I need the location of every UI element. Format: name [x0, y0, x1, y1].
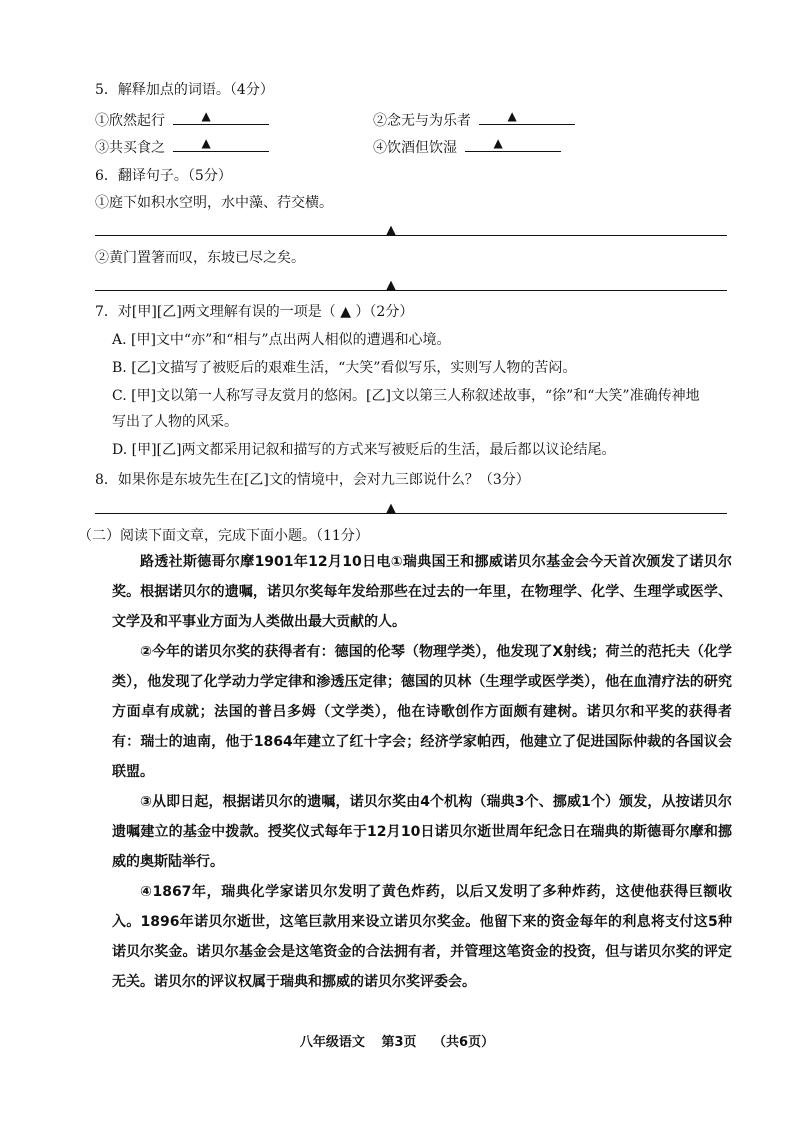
- q5-item-1: [95, 110, 269, 131]
- q5-answer-blank-3[interactable]: [173, 137, 269, 152]
- q7-option-c[interactable]: C. [甲]文以第一人称写寻友赏月的悠闲。[乙]文以第三人称叙述故事，“徐”和“大笑”准确传神地: [112, 388, 700, 404]
- q5-item-3-label: ③共买食之: [95, 140, 165, 156]
- q5-item-4-label: ④饮酒但饮湿: [373, 140, 457, 156]
- answer-marker-icon: ▲: [507, 109, 517, 123]
- article-dateline: 路透社斯德哥尔摩1901年12月10日电: [140, 554, 391, 570]
- q5-answer-blank-2[interactable]: [479, 110, 575, 125]
- q6-sentence-1: ①庭下如积水空明，水中藻、荇交横。: [95, 195, 333, 211]
- q5-item-2-label: ②念无与为乐者: [373, 113, 471, 129]
- q7-title: 7．对[甲][乙]两文理解有误的一项是（ ▲ ）（2分）: [95, 304, 414, 320]
- footer-subject: 八年级语文: [299, 1035, 365, 1050]
- footer-total-pages: （共6页）: [433, 1035, 495, 1050]
- q6-sentence-2: ②黄门置箸而叹，东坡已尽之矣。: [95, 250, 305, 266]
- q6-title: 6．翻译句子。（5分）: [95, 168, 232, 184]
- q5-answer-blank-1[interactable]: [173, 110, 269, 125]
- q8-answer-line[interactable]: [95, 513, 727, 514]
- page-footer: [0, 1031, 794, 1050]
- article-paragraph-1: [112, 547, 732, 637]
- q6-answer-line-1[interactable]: [95, 235, 727, 236]
- q7-option-a[interactable]: A. [甲]文中“亦”和“相与”点出两人相似的遭遇和心境。: [112, 332, 451, 348]
- answer-marker-icon: ▲: [493, 136, 503, 150]
- q5-item-1-label: ①欣然起行: [95, 113, 165, 129]
- footer-page-number: 第3页: [381, 1035, 417, 1050]
- q5-item-3: [95, 137, 269, 158]
- section2-title: （二）阅读下面文章，完成下面小题。（11分）: [78, 528, 369, 544]
- q7-option-d[interactable]: D. [甲][乙]两文都采用记叙和描写的方式来写被贬后的生活，最后都以议论结尾。: [112, 442, 616, 458]
- q7-option-b[interactable]: B. [乙]文描写了被贬后的艰难生活，“大笑”看似写乐，实则写人物的苦闷。: [112, 360, 577, 376]
- article-body: [112, 547, 732, 997]
- q5-item-2: [373, 110, 575, 131]
- answer-marker-icon: ▲: [201, 109, 211, 123]
- answer-marker-icon: ▲: [386, 223, 396, 238]
- q6-answer-line-2[interactable]: [95, 290, 727, 291]
- q7-option-c-cont: 写出了人物的风采。: [112, 414, 238, 430]
- q5-answer-blank-4[interactable]: [465, 137, 561, 152]
- q5-item-4: [373, 137, 561, 158]
- answer-marker-icon: ▲: [386, 501, 396, 516]
- q8-title: 8．如果你是东坡先生在[乙]文的情境中，会对九三郎说什么？（3分）: [95, 472, 530, 488]
- answer-marker-icon: ▲: [386, 278, 396, 293]
- article-paragraph-3: ③从即日起，根据诺贝尔的遗嘱，诺贝尔奖由4个机构（瑞典3个、挪威1个）颁发，从按诺贝尔遗嘱建立的基金中拨款。授奖仪式每年于12月10日诺贝尔逝世周年纪念日在瑞典的斯德哥尔摩和挪威的奥斯陆举行。: [112, 794, 732, 870]
- article-paragraph-1-text: ①瑞典国王和挪威诺贝尔基金会今天首次颁发了诺贝尔奖。根据诺贝尔的遗嘱，诺贝尔奖每年发给那些在过去的一年里，在物理学、化学、生理学或医学、文学及和平事业方面为人类做出最大贡献的人。: [112, 554, 732, 630]
- q5-title: 5．解释加点的词语。（4分）: [95, 82, 274, 98]
- answer-marker-icon: ▲: [201, 136, 211, 150]
- article-paragraph-4: ④1867年，瑞典化学家诺贝尔发明了黄色炸药，以后又发明了多种炸药，这使他获得巨额收入。1896年诺贝尔逝世，这笔巨款用来设立诺贝尔奖金。他留下来的资金每年的利息将支付这5种诺贝尔奖金。诺贝尔基金会是这笔资金的合法拥有者，并管理这笔资金的投资，但与诺贝尔奖的评定无关。诺贝尔的评议权属于瑞典和挪威的诺贝尔奖评委会。: [112, 884, 732, 990]
- article-paragraph-2: ②今年的诺贝尔奖的获得者有：德国的伦琴（物理学类），他发现了X射线；荷兰的范托夫（化学类），他发现了化学动力学定律和渗透压定律；德国的贝林（生理学或医学类），他在血清疗法的研究方面卓有成就；法国的普吕多姆（文学类），他在诗歌创作方面颇有建树。诺贝尔和平奖的获得者有：瑞士的迪南，他于1864年建立了红十字会；经济学家帕西，他建立了促进国际仲裁的各国议会联盟。: [112, 644, 732, 780]
